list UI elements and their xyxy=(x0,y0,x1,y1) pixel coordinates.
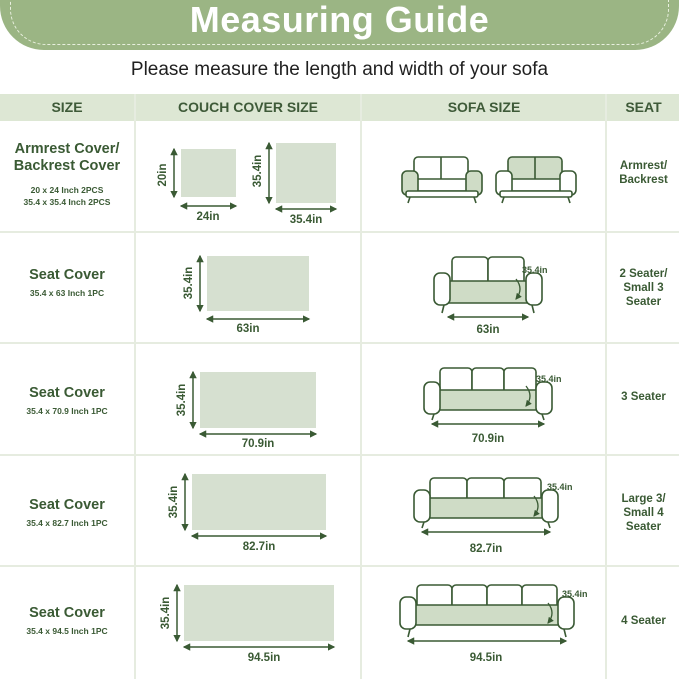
row-spec: 35.4 x 82.7 Inch 1PC xyxy=(26,518,108,528)
header-sofa-size: SOFA SIZE xyxy=(447,99,521,115)
sofa-3-seater-illustration xyxy=(362,344,606,454)
armrest-width-label: 24in xyxy=(196,211,220,223)
row-title: Seat Cover xyxy=(29,605,105,621)
sofa-width-label: 94.5in xyxy=(469,652,503,664)
sofa-width-label: 70.9in xyxy=(471,433,505,445)
row-title: Armrest Cover/ Backrest Cover xyxy=(13,141,121,174)
table-row xyxy=(0,567,679,679)
sofa-depth-label: 35.4in xyxy=(562,589,588,599)
seat-type: 4 Seater xyxy=(621,615,666,627)
seat-panel xyxy=(192,474,326,530)
seat-type: 2 Seater/ Small 3 Seater xyxy=(619,268,668,308)
cover-panel-diagram xyxy=(140,233,360,342)
sofa-2-seater-illustration xyxy=(362,233,606,342)
table-row xyxy=(0,344,679,454)
seat-panel xyxy=(184,585,334,641)
sofa-depth-label: 35.4in xyxy=(536,374,562,384)
sofa-width-label: 82.7in xyxy=(469,543,503,555)
sofa-depth-label: 35.4in xyxy=(547,482,573,492)
table-row xyxy=(0,121,679,231)
header-couch-cover-size: COUCH COVER SIZE xyxy=(177,99,318,115)
seat-panel xyxy=(207,256,309,311)
row-spec: 35.4 x 70.9 Inch 1PC xyxy=(26,406,108,416)
seat-type: Armrest/ Backrest xyxy=(619,160,668,186)
backrest-panel xyxy=(276,143,336,203)
seat-type: 3 Seater xyxy=(621,391,666,403)
header-size: SIZE xyxy=(51,99,83,115)
table-row xyxy=(0,233,679,342)
page-title: Measuring Guide xyxy=(189,0,490,40)
cover-panel-diagram xyxy=(140,567,360,679)
row-spec: 35.4 x 63 Inch 1PC xyxy=(29,288,105,298)
panel-width-label: 94.5in xyxy=(247,652,281,664)
backrest-height-label: 35.4in xyxy=(252,154,264,188)
armrest-height-label: 20in xyxy=(157,163,169,187)
row-spec: 35.4 x 94.5 Inch 1PC xyxy=(26,626,108,636)
header-seat: SEAT xyxy=(625,99,662,115)
panel-height-label: 35.4in xyxy=(183,266,195,300)
panel-height-label: 35.4in xyxy=(160,596,172,630)
panel-width-label: 82.7in xyxy=(242,541,276,553)
armrest-panel xyxy=(181,149,236,197)
panel-height-label: 35.4in xyxy=(168,485,180,519)
cover-panel-diagram xyxy=(140,456,360,565)
table-row xyxy=(0,456,679,565)
title-banner xyxy=(0,0,679,50)
sofa-width-label: 63in xyxy=(476,324,500,336)
seat-type: Large 3/ Small 4 Seater xyxy=(621,493,666,533)
seat-panel xyxy=(200,372,316,428)
table-header xyxy=(0,94,679,121)
cover-panel-diagram xyxy=(140,344,360,454)
row-spec: 20 x 24 Inch 2PCS 35.4 x 35.4 Inch 2PCS xyxy=(23,185,111,207)
panel-height-label: 35.4in xyxy=(176,383,188,417)
sofa-4-seater-illustration xyxy=(362,567,606,679)
backrest-width-label: 35.4in xyxy=(289,214,323,226)
row-title: Seat Cover xyxy=(29,267,105,283)
panel-width-label: 70.9in xyxy=(241,438,275,450)
sofa-depth-label: 35.4in xyxy=(522,265,548,275)
panel-width-label: 63in xyxy=(236,323,260,335)
page-subtitle: Please measure the length and width of your sofa xyxy=(130,59,549,80)
cover-panels-diagram xyxy=(140,121,360,231)
row-title: Seat Cover xyxy=(29,497,105,513)
sofa-large-3-seater-illustration xyxy=(362,456,606,565)
row-title: Seat Cover xyxy=(29,385,105,401)
sofa-armrest-illustration xyxy=(362,121,606,231)
